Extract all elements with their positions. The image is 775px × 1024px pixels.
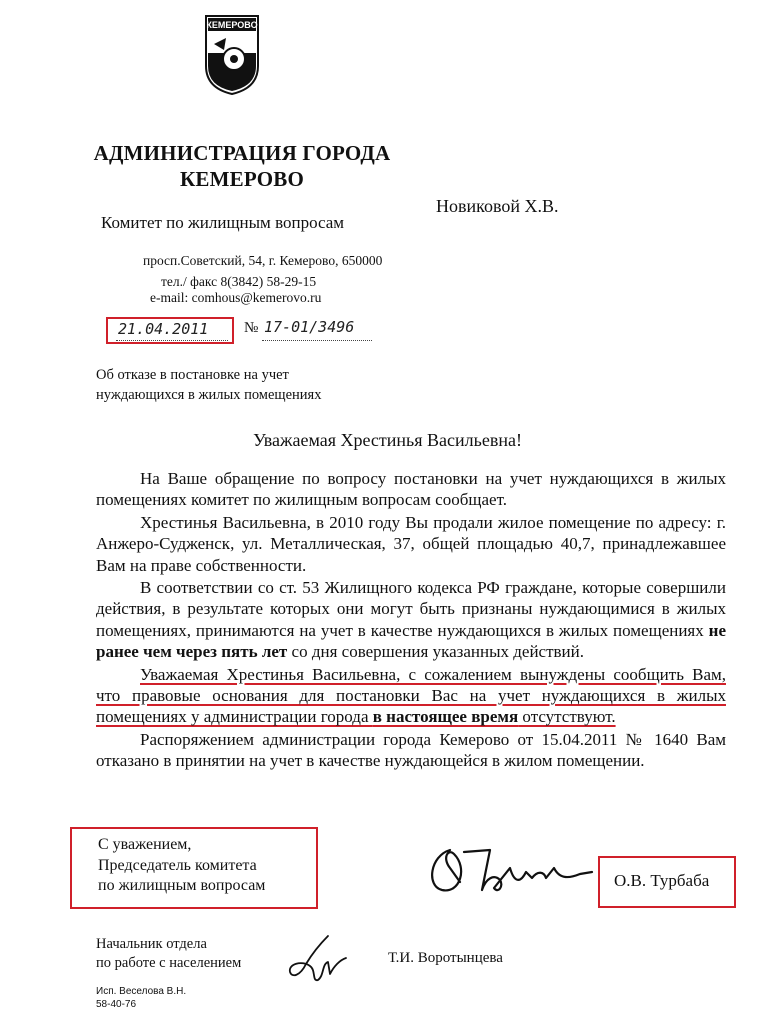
paragraph-3-text: В соответствии со ст. 53 Жилищного кодекса РФ граждане, которые совершили действия, в результате которых они могут быть признаны нуждающимися в жилых помещениях, принимаются на учет в качестве нуждающихся в жилых помещениях xyxy=(96,578,726,640)
department-line-2: по работе с населением xyxy=(96,955,242,971)
paragraph-2: Хрестинья Васильевна, в 2010 году Вы продали жилое помещение по адресу: г. Анжеро-Судженск, ул. Металлическая, 37, общей площадью 40,7, принадлежавшее Вам на праве собственности. xyxy=(96,512,726,575)
deputy-signature-icon xyxy=(282,930,362,990)
letter-body xyxy=(96,468,726,773)
subject xyxy=(96,365,321,405)
department xyxy=(96,935,241,973)
registration-number: 17-01/3496 xyxy=(264,318,355,336)
executor-name: Исп. Веселова В.Н. xyxy=(96,986,187,997)
paragraph-5: Распоряжением администрации города Кемерово от 15.04.2011 № 1640 Вам отказано в принятии на учет в качестве нуждающейся в жилом помещении. xyxy=(96,729,726,771)
paragraph-3 xyxy=(96,577,726,663)
subject-line-2: нуждающихся в жилых помещениях xyxy=(96,387,322,403)
organization-line-2: КЕМЕРОВО xyxy=(179,167,305,191)
signature-icon xyxy=(420,838,595,908)
paragraph-3-bold: не ранее чем через пять лет xyxy=(96,620,726,662)
phone: тел./ факс 8(3842) 58-29-15 xyxy=(161,274,317,289)
recipient: Новиковой Х.В. xyxy=(436,196,559,216)
number-sign: № xyxy=(244,320,259,336)
paragraph-4-text: Уважаемая Хрестинья Васильевна, с сожалением вынуждены сообщить Вам, что правовые основания для постановки Вас на учет нуждающихся в жилых помещениях у администрации города xyxy=(96,664,726,727)
registration-date: 21.04.2011 xyxy=(118,320,209,338)
paragraph-4-tail: отсутствуют. xyxy=(518,707,616,727)
organization-line-1: АДМИНИСТРАЦИЯ ГОРОДА xyxy=(93,141,391,165)
closing xyxy=(98,835,265,897)
closing-line-1: С уважением, xyxy=(98,836,192,853)
subject-line-1: Об отказе в постановке на учет xyxy=(96,367,289,383)
committee-name: Комитет по жилищным вопросам xyxy=(101,213,345,232)
paragraph-1: На Ваше обращение по вопросу постановки на учет нуждающихся в жилых помещениях комитет по жилищным вопросам сообщает. xyxy=(96,469,726,510)
address: просп.Советский, 54, г. Кемерово, 650000 xyxy=(143,253,383,268)
email: e-mail: comhous@kemerovo.ru xyxy=(150,290,322,305)
paragraph-3-tail: со дня совершения указанных действий. xyxy=(287,642,584,662)
salutation: Уважаемая Хрестинья Васильевна! xyxy=(253,430,522,450)
signatory-name: О.В. Турбаба xyxy=(614,871,710,890)
department-line-1: Начальник отдела xyxy=(96,936,207,952)
city-crest-icon xyxy=(204,14,260,96)
crest-label: КЕМЕРОВО xyxy=(206,20,258,30)
date-underline xyxy=(116,340,228,342)
closing-line-2: Председатель комитета xyxy=(98,856,257,874)
organization-title xyxy=(92,140,392,192)
number-underline xyxy=(262,340,372,342)
deputy-name: Т.И. Воротынцева xyxy=(388,950,503,966)
closing-line-3: по жилищным вопросам xyxy=(98,877,266,894)
paragraph-4-bold: в настоящее время xyxy=(372,707,519,727)
paragraph-4-highlighted xyxy=(96,664,726,728)
executor xyxy=(96,985,186,1011)
executor-phone: 58-40-76 xyxy=(96,999,137,1010)
